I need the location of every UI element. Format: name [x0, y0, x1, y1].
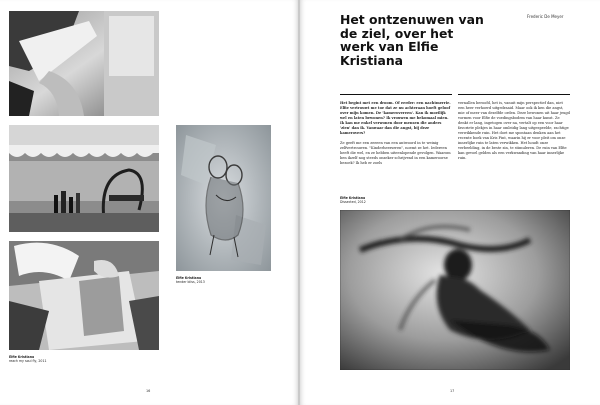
caption-large-photo-title: Elfie Kristiana	[340, 196, 366, 200]
article-column-1	[340, 101, 452, 191]
caption-large-photo	[340, 196, 366, 205]
article-lead: Het begint met een droom. Of eerder: een nachtmerrie. Elfie vertrouwt me toe dat ze nu achteraan hoeft geloof over mijn komen. De 'kamerovereen'. Kan ik moeilijk wel en laten bewonen? Ik vrouwen me bekomaal mien. Ik kan me enkel verwonen door mensen die anders 'zien' dan ik. Vanwaar dan die angst, bij deze kamerovers?	[340, 101, 451, 135]
page-number-right: 17	[450, 389, 455, 393]
byline: Frederic De Meyer	[527, 14, 564, 19]
column-rule-left	[340, 94, 452, 95]
left-page	[0, 0, 298, 405]
article-title: Het ontzenuwen van de ziel, over het werk van Elfie Kristiana	[340, 12, 484, 68]
caption-photos-title: Elfie Kristiana	[9, 355, 35, 359]
photo-hands-book	[9, 241, 159, 350]
page-number-left: 16	[146, 389, 151, 393]
caption-painting-subtitle: tender bliss, 2013	[176, 280, 205, 285]
article-body-1: Ze geeft me een zeeeen van een antwoord in te weinig zelfvertrouwen. "Kinderheerseren", noemt ze het. Iedereen heeft die wel, en ze hebben uiteenlopende gevolgen. Waarom ben ikzelf nog steeds onzeker schrijvend in een kameroorse bezoek? Ik heb er zoels	[340, 141, 451, 165]
column-rule-right	[458, 94, 570, 95]
caption-painting	[176, 276, 205, 285]
photo-dancer	[340, 210, 570, 370]
caption-large-photo-subtitle: Dissected, 2012	[340, 200, 366, 205]
caption-photos-subtitle: reach my soul fly, 2011	[9, 359, 47, 364]
photo-chair-bottles	[9, 125, 159, 232]
photo-arm-window	[9, 11, 159, 116]
article-column-2	[458, 101, 570, 196]
painting-two-figures	[176, 125, 271, 271]
caption-photos	[9, 355, 47, 364]
caption-painting-title: Elfie Kristiana	[176, 276, 202, 280]
article-body-2: vernallen beroofd, het is, vanuit mijn perspectief dan, niet een heer verhoerd uitgedraaid. Maar ook ik ken die angst, mie of meer van dezelfde orden. Deze bewonen uit haar jeugd vormen voor Elfie de voedingsbodem van haar kunst. Ze denkt er lang, ingetogen over na, vertalt op een voor haar favoriete plekjes in haar omleidig lang uitgespeelde, rachtige verwikkende ruin. Het doet me spontaan denken aan het recente boek van Kris Pint, waarin hij er voor pleit om onze innerlijke ruin te laten verwikken. Het houdt onze verbeelding, in de beste zin, te stimuleren. De ruin van Elfie kan gevoel gelden als een verkwanding van haar innerlijke ruin.	[458, 101, 570, 160]
